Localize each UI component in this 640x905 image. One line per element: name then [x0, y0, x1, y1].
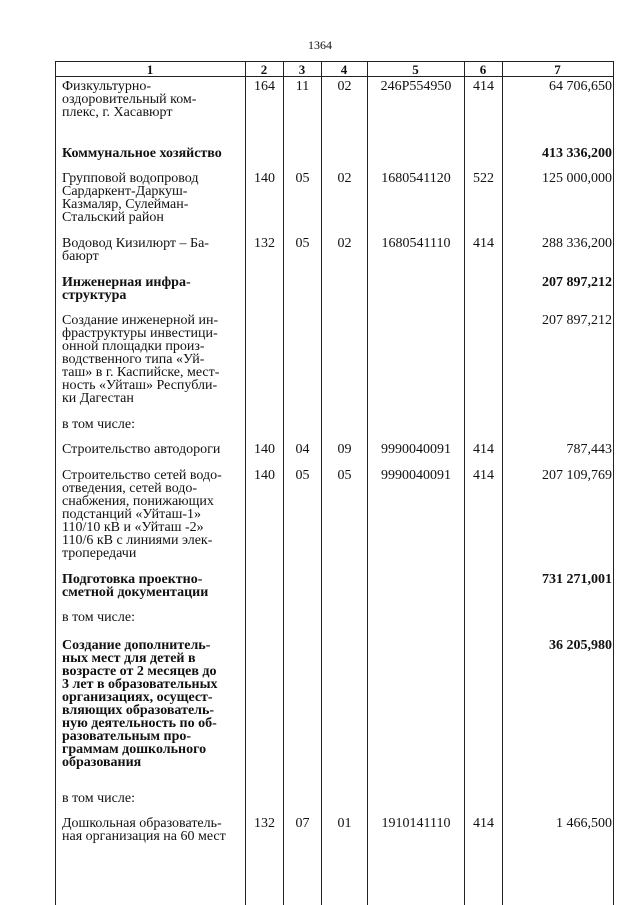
row-label [62, 237, 245, 263]
row-label-line: Коммунальное хозяйство [62, 146, 222, 161]
cell-c4: 02 [337, 236, 352, 251]
row-label-line: Инженерная инфра- [62, 275, 191, 290]
row-label-line: Водовод Кизилюрт – Ба- [62, 236, 209, 251]
row-label-line: структура [62, 288, 127, 303]
row-label [62, 276, 245, 302]
cell-c2: 140 [254, 171, 275, 186]
column-header: 7 [554, 62, 561, 77]
cell-c5: 1680541110 [381, 236, 451, 251]
row-label-line: в том числе: [62, 417, 135, 432]
cell-c3: 05 [295, 236, 310, 251]
cell-c2: 164 [254, 79, 275, 94]
cell-c2: 140 [254, 442, 275, 457]
cell-c7: 787,443 [566, 442, 612, 457]
cell-c4: 02 [337, 171, 352, 186]
cell-c7: 288 336,200 [542, 236, 612, 251]
row-label-line: образования [62, 755, 142, 770]
row-label-line: разовательным про- [62, 729, 192, 744]
row-label [62, 80, 245, 119]
cell-c4: 02 [337, 79, 352, 94]
row-label-line: Создание инженерной ин- [62, 313, 219, 328]
row-label-line: фраструктуры инвестици- [62, 326, 218, 341]
row-label-line: ных мест для детей в [62, 651, 196, 666]
row-label [62, 418, 245, 431]
column-divider [55, 61, 56, 905]
cell-c3: 05 [295, 171, 310, 186]
row-label-line: водственного типа «Уй- [62, 352, 205, 367]
row-label-line: Строительство автодороги [62, 442, 221, 457]
row-label [62, 817, 245, 843]
cell-c6: 414 [473, 468, 494, 483]
row-label-line: Стальский район [62, 210, 164, 225]
cell-c5: 9990040091 [381, 442, 451, 457]
row-label-line: онной площадки произ- [62, 339, 205, 354]
cell-c6: 414 [473, 79, 494, 94]
row-label-line: возрасте от 2 месяцев до [62, 664, 217, 679]
cell-c3: 05 [295, 468, 310, 483]
row-label-line: Групповой водопровод [62, 171, 199, 186]
cell-c4: 05 [337, 468, 352, 483]
row-label-line: баюрт [62, 249, 99, 264]
row-label-line: Подготовка проектно- [62, 572, 203, 587]
cell-c7: 1 466,500 [556, 816, 612, 831]
header-bottom-border [55, 76, 614, 77]
cell-c7: 207 897,212 [542, 313, 612, 328]
table-top-border [55, 61, 614, 62]
column-divider [283, 61, 284, 905]
cell-c6: 522 [473, 171, 494, 186]
cell-c6: 414 [473, 442, 494, 457]
row-label-line: 3 лет в образовательных [62, 677, 218, 692]
cell-c7: 36 205,980 [549, 638, 612, 653]
cell-c7: 207 897,212 [542, 275, 612, 290]
cell-c2: 140 [254, 468, 275, 483]
cell-c7: 64 706,650 [549, 79, 612, 94]
row-label-line: вляющих образователь- [62, 703, 215, 718]
row-label-line: таш» в г. Каспийске, мест- [62, 365, 220, 380]
cell-c3: 04 [295, 442, 310, 457]
column-header: 2 [260, 62, 268, 77]
row-label [62, 573, 245, 599]
column-header: 3 [298, 62, 306, 77]
column-header: 5 [412, 62, 419, 77]
row-label-line: в том числе: [62, 791, 135, 806]
column-divider [464, 61, 465, 905]
cell-c6: 414 [473, 816, 494, 831]
cell-c6: 414 [473, 236, 494, 251]
cell-c3: 07 [295, 816, 310, 831]
column-divider [502, 61, 503, 905]
row-label-line: ную деятельность по об- [62, 716, 217, 731]
row-label-line: Дошкольная образователь- [62, 816, 222, 831]
row-label [62, 611, 245, 624]
row-label [62, 314, 245, 405]
row-label-line: отведения, сетей водо- [62, 481, 198, 496]
cell-c5: 246Р554950 [380, 79, 452, 94]
row-label-line: тропередачи [62, 546, 137, 561]
row-label-line: сметной документации [62, 585, 209, 600]
row-label-line: Казмаляр, Сулейман- [62, 197, 189, 212]
row-label-line: Физкультурно- [62, 79, 151, 94]
row-label [62, 172, 245, 224]
column-header: 1 [146, 62, 154, 77]
cell-c4: 01 [337, 816, 352, 831]
row-label [62, 792, 245, 805]
row-label-line: подстанций «Уйташ-1» [62, 507, 202, 522]
cell-c2: 132 [254, 816, 275, 831]
row-label-line: граммам дошкольного [62, 742, 207, 757]
row-label-line: ная организация на 60 мест [62, 829, 226, 844]
column-header: 6 [479, 62, 487, 77]
column-header: 4 [340, 62, 348, 77]
page-number: 1364 [308, 38, 332, 52]
row-label-line: Сардаркент-Даркуш- [62, 184, 188, 199]
column-divider [613, 61, 614, 905]
cell-c7: 125 000,000 [542, 171, 612, 186]
row-label-line: Строительство сетей водо- [62, 468, 222, 483]
row-label-line: Создание дополнитель- [62, 638, 211, 653]
cell-c7: 207 109,769 [542, 468, 612, 483]
row-label-line: плекс, г. Хасавюрт [62, 105, 173, 120]
column-divider [367, 61, 368, 905]
row-label-line: оздоровительный ком- [62, 92, 197, 107]
row-label [62, 469, 245, 560]
cell-c4: 09 [337, 442, 352, 457]
row-label [62, 147, 245, 160]
row-label [62, 639, 245, 769]
cell-c5: 1680541120 [381, 171, 451, 186]
column-divider [245, 61, 246, 905]
cell-c3: 11 [295, 79, 310, 94]
column-divider [321, 61, 322, 905]
row-label-line: ки Дагестан [62, 391, 134, 406]
row-label-line: снабжения, понижающих [62, 494, 214, 509]
cell-c5: 9990040091 [381, 468, 451, 483]
cell-c2: 132 [254, 236, 275, 251]
cell-c7: 731 271,001 [542, 572, 612, 587]
row-label-line: 110/6 кВ с линиями элек- [62, 533, 213, 548]
row-label [62, 443, 245, 456]
row-label-line: ность «Уйташ» Республи- [62, 378, 218, 393]
row-label-line: организациях, осущест- [62, 690, 213, 705]
row-label-line: в том числе: [62, 610, 135, 625]
cell-c5: 1910141110 [381, 816, 451, 831]
cell-c7: 413 336,200 [542, 146, 612, 161]
row-label-line: 110/10 кВ и «Уйташ -2» [62, 520, 204, 535]
